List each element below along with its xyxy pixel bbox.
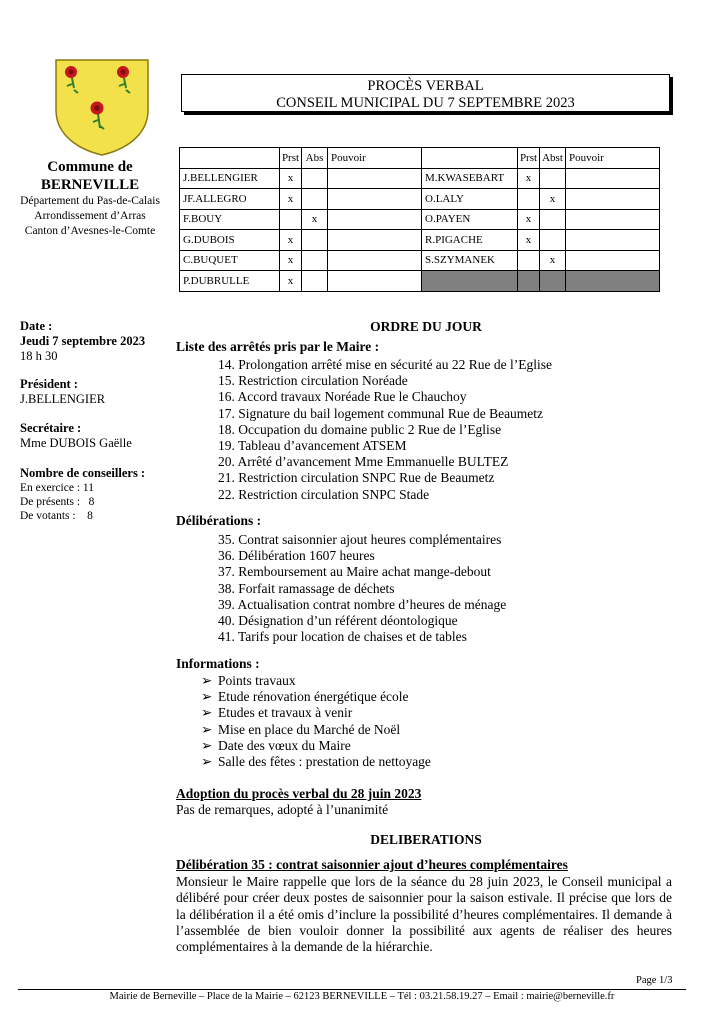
member-name: C.BUQUET	[180, 250, 280, 271]
adoption-block	[176, 786, 421, 818]
member-name: J.BELLENGIER	[180, 168, 280, 189]
list-item: 39. Actualisation contrat nombre d’heures de ménage	[218, 596, 507, 612]
mark-cell	[540, 209, 566, 230]
list-item: ➢ Mise en place du Marché de Noël	[201, 721, 401, 737]
pouvoir-cell	[328, 168, 422, 189]
informations-list	[201, 673, 431, 770]
mark-cell: x	[540, 189, 566, 210]
arretes-heading: Liste des arrêtés pris par le Maire :	[176, 339, 380, 354]
secretaire-value: Mme DUBOIS Gaëlle	[20, 436, 132, 450]
arrow-bullet-icon: ➢	[201, 754, 213, 770]
commune-block	[20, 158, 160, 239]
header-cell	[422, 148, 518, 169]
list-item: 14. Prolongation arrêté mise en sécurité au 22 Rue de l’Eglise	[218, 357, 553, 372]
president-label: Président :	[20, 377, 78, 391]
mark-cell: x	[540, 250, 566, 271]
list-item: 18. Occupation du domaine public 2 Rue de l’Eglise	[218, 421, 502, 437]
table-row	[180, 250, 660, 271]
arrow-bullet-icon: ➢	[201, 673, 213, 688]
document-title-box	[181, 74, 670, 112]
header-cell: Prst	[518, 148, 540, 169]
mark-cell: x	[280, 250, 302, 271]
pouvoir-cell	[566, 250, 660, 271]
canton: Canton d’Avesnes-le-Comte	[24, 225, 156, 237]
commune-crest-logo	[54, 58, 150, 156]
mark-cell	[302, 189, 328, 210]
pouvoir-cell	[328, 250, 422, 271]
header-cell: Abst	[540, 148, 566, 169]
mark-cell: x	[302, 209, 328, 230]
time-value: 18 h 30	[20, 349, 58, 363]
deliberations-list	[218, 532, 506, 645]
mark-cell: x	[280, 230, 302, 251]
commune-name: BERNEVILLE	[40, 177, 140, 193]
table-row	[180, 230, 660, 251]
title-line-1: PROCÈS VERBAL	[367, 78, 484, 94]
list-item: 37. Remboursement au Maire achat mange-debout	[218, 564, 491, 580]
mark-cell	[302, 230, 328, 251]
grey-empty-cell	[540, 271, 566, 292]
deliberations-section-heading: DELIBERATIONS	[370, 832, 482, 847]
table-header-row	[180, 148, 660, 169]
list-item: 35. Contrat saisonnier ajout heures complémentaires	[218, 532, 502, 547]
footer-address: Mairie de Berneville – Place de la Mairie – 62123 BERNEVILLE – Tél : 03.21.58.19.27 – Email : mairie@berneville.fr	[109, 991, 615, 1002]
mark-cell	[302, 250, 328, 271]
list-item: 38. Forfait ramassage de déchets	[218, 580, 395, 596]
arrondissement: Arrondissement d’Arras	[34, 210, 146, 222]
pouvoir-cell	[328, 189, 422, 210]
list-item: 20. Arrêté d’avancement Mme Emmanuelle BULTEZ	[218, 454, 509, 470]
list-item: 40. Désignation d’un référent déontologique	[218, 613, 458, 629]
mark-cell	[540, 230, 566, 251]
header-cell: Abs	[302, 148, 328, 169]
mark-cell	[518, 189, 540, 210]
pouvoir-cell	[566, 209, 660, 230]
adoption-text: Pas de remarques, adopté à l’unanimité	[176, 802, 389, 818]
ordre-du-jour-heading: ORDRE DU JOUR	[370, 319, 482, 334]
list-item: ➢ Points travaux	[201, 673, 296, 688]
presents-count: De présents : 8	[20, 496, 95, 508]
adoption-title: Adoption du procès verbal du 28 juin 2023	[176, 786, 422, 801]
mark-cell	[540, 168, 566, 189]
header-cell	[180, 148, 280, 169]
list-item: ➢ Etudes et travaux à venir	[201, 705, 353, 721]
member-name: O.LALY	[422, 189, 518, 210]
mark-cell: x	[280, 189, 302, 210]
presence-table	[179, 147, 660, 292]
list-item: 21. Restriction circulation SNPC Rue de Beaumetz	[218, 470, 495, 486]
secretaire-block	[20, 421, 132, 451]
header-cell: Prst	[280, 148, 302, 169]
mark-cell: x	[518, 168, 540, 189]
date-label: Date :	[20, 319, 53, 333]
mark-cell	[518, 250, 540, 271]
arrow-bullet-icon: ➢	[201, 737, 213, 753]
president-block	[20, 377, 105, 407]
pouvoir-cell	[566, 168, 660, 189]
conseillers-block	[20, 466, 145, 523]
grey-empty-cell	[518, 271, 540, 292]
table-row	[180, 209, 660, 230]
departement: Département du Pas-de-Calais	[20, 195, 160, 207]
pouvoir-cell	[328, 209, 422, 230]
member-name: R.PIGACHE	[422, 230, 518, 251]
member-name: P.DUBRULLE	[180, 271, 280, 292]
arrow-bullet-icon: ➢	[201, 705, 213, 721]
member-name: G.DUBOIS	[180, 230, 280, 251]
list-item: 22. Restriction circulation SNPC Stade	[218, 486, 430, 502]
footer-divider	[18, 989, 686, 990]
list-item: 17. Signature du bail logement communal Rue de Beaumetz	[218, 405, 544, 421]
informations-heading: Informations :	[176, 656, 260, 671]
member-name: JF.ALLEGRO	[180, 189, 280, 210]
list-item: ➢ Date des vœux du Maire	[201, 737, 351, 753]
table-row	[180, 168, 660, 189]
pouvoir-cell	[328, 271, 422, 292]
date-block	[20, 319, 145, 364]
grey-empty-cell	[422, 271, 518, 292]
pouvoir-cell	[566, 189, 660, 210]
mark-cell	[302, 168, 328, 189]
member-name: M.KWASEBART	[422, 168, 518, 189]
date-value: Jeudi 7 septembre 2023	[20, 334, 146, 348]
deliberations-heading: Délibérations :	[176, 513, 262, 528]
page-number: Page 1/3	[636, 975, 673, 986]
list-item: 16. Accord travaux Noréade Rue le Chauchoy	[218, 389, 467, 405]
mark-cell	[302, 271, 328, 292]
pouvoir-cell	[566, 230, 660, 251]
delib35-title: Délibération 35 : contrat saisonnier ajout d’heures complémentaires	[176, 857, 568, 872]
exercice-count: En exercice : 11	[20, 482, 94, 494]
delib35-text: Monsieur le Maire rappelle que lors de la séance du 28 juin 2023, le Conseil municipal a délibéré pour créer deux postes de saisonnier pour la saison estivale. Il précise que lors de la délibération il a été omis d’inclure la possibilité d’heures complémentaires. Il demande à l’assemblée de bien vouloir donner la possibilité aux agents de réaliser des heures complémentaires à la demande de la hiérarchie.	[176, 874, 672, 955]
mark-cell: x	[518, 230, 540, 251]
mark-cell	[280, 209, 302, 230]
votants-count: De votants : 8	[20, 510, 93, 522]
arrow-bullet-icon: ➢	[201, 689, 213, 705]
title-line-2: CONSEIL MUNICIPAL DU 7 SEPTEMBRE 2023	[276, 95, 575, 111]
list-item: 15. Restriction circulation Noréade	[218, 373, 408, 389]
table-row	[180, 271, 660, 292]
grey-empty-cell	[566, 271, 660, 292]
president-value: J.BELLENGIER	[20, 392, 106, 406]
member-name: S.SZYMANEK	[422, 250, 518, 271]
conseillers-label: Nombre de conseillers :	[20, 466, 146, 480]
arretes-list	[218, 357, 552, 503]
pouvoir-cell	[328, 230, 422, 251]
mark-cell: x	[518, 209, 540, 230]
member-name: O.PAYEN	[422, 209, 518, 230]
list-item: ➢ Etude rénovation énergétique école	[201, 689, 409, 705]
list-item: 36. Délibération 1607 heures	[218, 548, 375, 564]
secretaire-label: Secrétaire :	[20, 421, 82, 435]
mark-cell: x	[280, 168, 302, 189]
commune-label: Commune de	[47, 159, 133, 175]
mark-cell: x	[280, 271, 302, 292]
list-item: 19. Tableau d’avancement ATSEM	[218, 438, 407, 454]
table-row	[180, 189, 660, 210]
arrow-bullet-icon: ➢	[201, 721, 213, 737]
member-name: F.BOUY	[180, 209, 280, 230]
header-cell: Pouvoir	[566, 148, 660, 169]
list-item: 41. Tarifs pour location de chaises et de tables	[218, 629, 467, 645]
list-item: ➢ Salle des fêtes : prestation de nettoyage	[201, 754, 431, 770]
header-cell: Pouvoir	[328, 148, 422, 169]
